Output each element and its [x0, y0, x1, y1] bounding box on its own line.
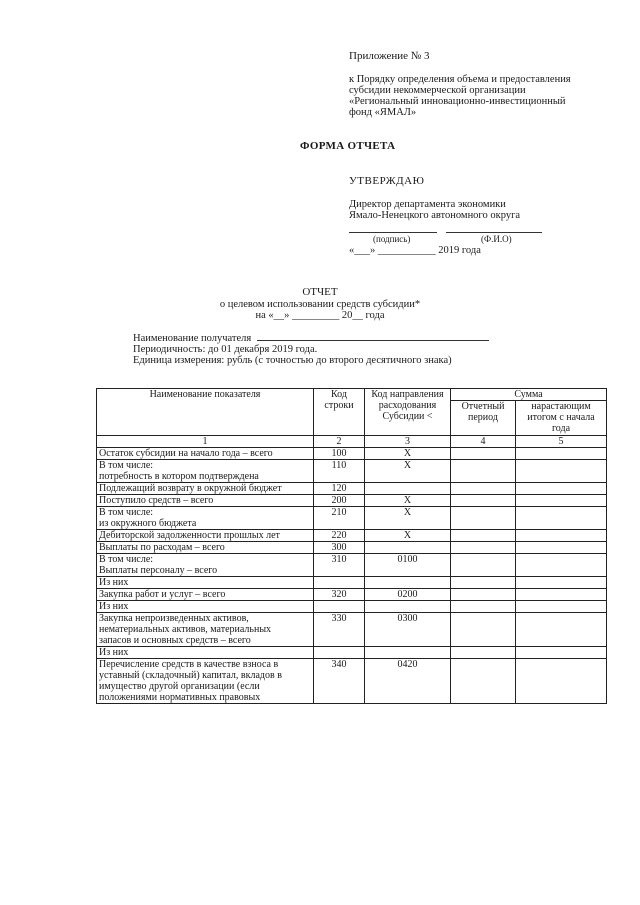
reporting-period-cell[interactable] [451, 577, 516, 589]
column-number: 1 [97, 436, 314, 448]
reporting-period-cell[interactable] [451, 647, 516, 659]
direction-code-cell: 0200 [365, 589, 451, 601]
indicator-cell: Выплаты по расходам – всего [97, 542, 314, 554]
header-reporting-period: Отчетный период [451, 401, 516, 436]
cumulative-cell[interactable] [516, 530, 607, 542]
table-row [97, 647, 607, 659]
direction-code-cell: X [365, 460, 451, 483]
signature-line [349, 232, 437, 233]
cumulative-cell[interactable] [516, 483, 607, 495]
table-row [97, 577, 607, 589]
direction-code-cell: X [365, 448, 451, 460]
table-row [97, 613, 607, 647]
cumulative-cell[interactable] [516, 647, 607, 659]
recipient-name-label: Наименование получателя [133, 333, 252, 344]
header-indicator: Наименование показателя [97, 389, 314, 436]
table-row [97, 530, 607, 542]
direction-code-cell [365, 483, 451, 495]
direction-code-cell: 0420 [365, 659, 451, 704]
indicator-cell: В том числе: потребность в котором подтверждена [97, 460, 314, 483]
signature-caption: (подпись) [373, 234, 411, 244]
header-sum: Сумма [451, 389, 607, 401]
reporting-period-cell[interactable] [451, 448, 516, 460]
line-code-cell: 100 [314, 448, 365, 460]
report-date: на «__» _________ 20__ года [255, 310, 385, 321]
recipient-name-row [133, 333, 489, 344]
header-direction-code: Код направления расходования Субсидии < [365, 389, 451, 436]
cumulative-cell[interactable] [516, 460, 607, 483]
reporting-period-cell[interactable] [451, 495, 516, 507]
direction-code-cell [365, 601, 451, 613]
table-body [97, 448, 607, 704]
cumulative-cell[interactable] [516, 659, 607, 704]
appendix-line: «Региональный инновационно-инвестиционный [349, 96, 566, 107]
report-table [96, 388, 607, 704]
table-row [97, 483, 607, 495]
appendix-number: Приложение № 3 [349, 50, 430, 62]
line-code-cell: 330 [314, 613, 365, 647]
line-code-cell: 220 [314, 530, 365, 542]
reporting-period-cell[interactable] [451, 542, 516, 554]
indicator-cell: Поступило средств – всего [97, 495, 314, 507]
cumulative-cell[interactable] [516, 577, 607, 589]
line-code-cell: 200 [314, 495, 365, 507]
indicator-cell: Из них [97, 577, 314, 589]
cumulative-cell[interactable] [516, 589, 607, 601]
cumulative-cell[interactable] [516, 448, 607, 460]
indicator-cell: Подлежащий возврату в окружной бюджет [97, 483, 314, 495]
line-code-cell [314, 647, 365, 659]
direction-code-cell: 0300 [365, 613, 451, 647]
line-code-cell: 320 [314, 589, 365, 601]
indicator-cell: Дебиторской задолженности прошлых лет [97, 530, 314, 542]
cumulative-cell[interactable] [516, 542, 607, 554]
direction-code-cell [365, 647, 451, 659]
table-row [97, 507, 607, 530]
cumulative-cell[interactable] [516, 507, 607, 530]
direction-code-cell [365, 542, 451, 554]
periodicity: Периодичность: до 01 декабря 2019 года. [133, 344, 318, 355]
direction-code-cell: X [365, 530, 451, 542]
column-number: 3 [365, 436, 451, 448]
cumulative-cell[interactable] [516, 554, 607, 577]
indicator-cell: Перечисление средств в качестве взноса в уставный (складочный) капитал, вкладов в имущество другой организации (если положениями нормативных правовых [97, 659, 314, 704]
unit-of-measure: Единица измерения: рубль (с точностью до второго десятичного знака) [133, 355, 452, 366]
indicator-cell: Из них [97, 647, 314, 659]
name-caption: (Ф.И.О) [481, 234, 512, 244]
indicator-cell: Закупка работ и услуг – всего [97, 589, 314, 601]
line-code-cell: 110 [314, 460, 365, 483]
reporting-period-cell[interactable] [451, 483, 516, 495]
header-line-code: Код строки [314, 389, 365, 436]
table-row [97, 601, 607, 613]
column-numbers-row [97, 436, 607, 448]
approval-position [349, 199, 520, 221]
indicator-cell: Из них [97, 601, 314, 613]
table-header-row [97, 389, 607, 401]
cumulative-cell[interactable] [516, 495, 607, 507]
report-title: ОТЧЕТ [302, 286, 338, 298]
line-code-cell: 120 [314, 483, 365, 495]
appendix-line: субсидии некоммерческой организации [349, 85, 526, 96]
report-subtitle: о целевом использовании средств субсидии* [219, 299, 421, 310]
indicator-cell: Закупка непроизведенных активов, нематериальных активов, материальных запасов и основных средств – всего [97, 613, 314, 647]
table-row [97, 659, 607, 704]
position-line: Ямало-Ненецкого автономного округа [349, 210, 521, 221]
line-code-cell [314, 577, 365, 589]
position-line: Директор департамента экономики [349, 199, 506, 210]
indicator-cell: Остаток субсидии на начало года – всего [97, 448, 314, 460]
reporting-period-cell[interactable] [451, 613, 516, 647]
table-row [97, 554, 607, 577]
approval-date: «___» ___________ 2019 года [349, 245, 481, 256]
reporting-period-cell[interactable] [451, 554, 516, 577]
column-number: 2 [314, 436, 365, 448]
appendix-line: к Порядку определения объема и предоставления [349, 74, 571, 85]
approval-heading: УТВЕРЖДАЮ [349, 175, 425, 187]
appendix-reference [349, 74, 571, 118]
line-code-cell: 300 [314, 542, 365, 554]
appendix-line: фонд «ЯМАЛ» [349, 107, 417, 118]
indicator-cell: В том числе: из окружного бюджета [97, 507, 314, 530]
reporting-period-cell[interactable] [451, 460, 516, 483]
header-cumulative: нарастающим итогом с начала года [516, 401, 607, 436]
reporting-period-cell[interactable] [451, 659, 516, 704]
reporting-period-cell[interactable] [451, 507, 516, 530]
direction-code-cell [365, 577, 451, 589]
direction-code-cell: 0100 [365, 554, 451, 577]
form-title: ФОРМА ОТЧЕТА [300, 140, 396, 152]
direction-code-cell: X [365, 507, 451, 530]
reporting-period-cell[interactable] [451, 589, 516, 601]
reporting-period-cell[interactable] [451, 601, 516, 613]
name-line [446, 232, 542, 233]
table-row [97, 589, 607, 601]
column-number: 5 [516, 436, 607, 448]
recipient-info [133, 333, 489, 366]
recipient-name-line [257, 340, 489, 341]
cumulative-cell[interactable] [516, 601, 607, 613]
reporting-period-cell[interactable] [451, 530, 516, 542]
column-number: 4 [451, 436, 516, 448]
cumulative-cell[interactable] [516, 613, 607, 647]
table-row [97, 460, 607, 483]
direction-code-cell: X [365, 495, 451, 507]
line-code-cell: 340 [314, 659, 365, 704]
line-code-cell: 210 [314, 507, 365, 530]
table-row [97, 542, 607, 554]
indicator-cell: В том числе: Выплаты персоналу – всего [97, 554, 314, 577]
line-code-cell: 310 [314, 554, 365, 577]
table-row [97, 448, 607, 460]
line-code-cell [314, 601, 365, 613]
table-row [97, 495, 607, 507]
